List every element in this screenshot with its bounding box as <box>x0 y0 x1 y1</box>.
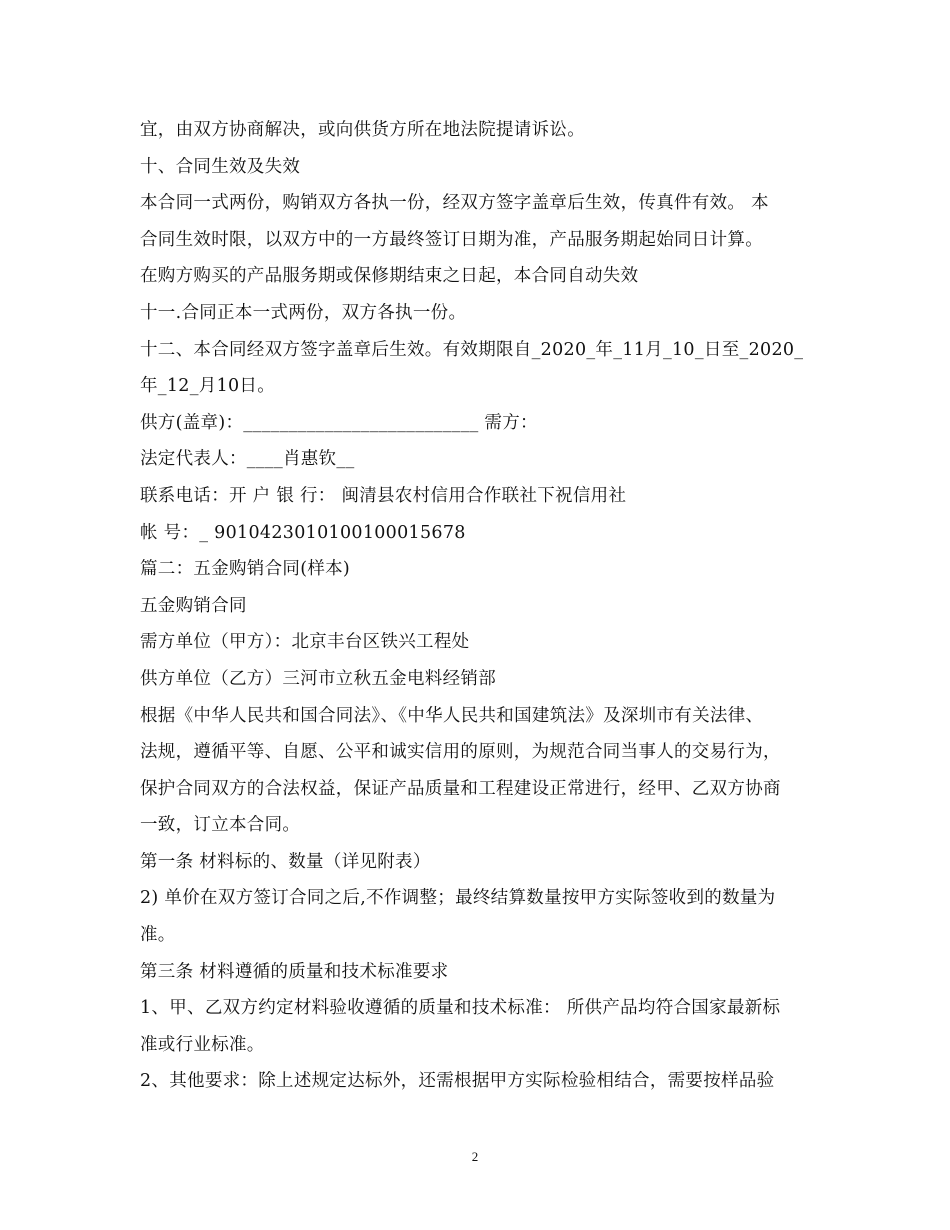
text-line: 本合同一式两份，购销双方各执一份，经双方签字盖章后生效，传真件有效。 本 <box>140 193 769 214</box>
text-line: 法规，遵循平等、自愿、公平和诚实信用的原则，为规范合同当事人的交易行为， <box>140 742 781 763</box>
text-line: 2、其他要求：除上述规定达标外，还需根据甲方实际检验相结合，需要按样品验 <box>140 1071 775 1092</box>
section-heading: 篇二：五金购销合同(样本) <box>140 559 351 580</box>
section-heading: 十、合同生效及失效 <box>140 156 301 177</box>
text-line: 宜，由双方协商解决，或向供货方所在地法院提请诉讼。 <box>140 120 585 140</box>
page-number: 2 <box>471 1149 479 1164</box>
document-title: 五金购销合同 <box>140 595 247 616</box>
document-body <box>140 112 816 1100</box>
text-line: 十二、本合同经双方签字盖章后生效。有效期限自_2020_年_11月_10_日至_2020_ <box>140 339 804 360</box>
text-line: 2) 单价在双方签订合同之后,不作调整；最终结算数量按甲方实际签收到的数量为 <box>140 888 776 909</box>
text-line: 年_12_月10日。 <box>140 376 276 397</box>
text-line: 1、甲、乙双方约定材料验收遵循的质量和技术标准： 所供产品均符合国家最新标 <box>140 998 781 1019</box>
text-line: 根据《中华人民共和国合同法》、《中华人民共和国建筑法》及深圳市有关法律、 <box>140 705 764 726</box>
text-line: 保护合同双方的合法权益，保证产品质量和工程建设正常进行，经甲、乙双方协商 <box>140 778 781 799</box>
buyer-unit-line: 需方单位（甲方）：北京丰台区铁兴工程处 <box>140 632 470 653</box>
text-line: 准。 <box>140 925 176 946</box>
legal-representative-line: 法定代表人：____肖惠钦__ <box>140 449 355 470</box>
account-number-line: 帐 号：_ 9010423010100100015678 <box>140 522 466 543</box>
article-heading: 第三条 材料遵循的质量和技术标准要求 <box>140 961 449 982</box>
text-line: 十一.合同正本一式两份，双方各执一份。 <box>140 302 467 323</box>
contact-bank-line: 联系电话：开 户 银 行： 闽清县农村信用合作联社下祝信用社 <box>140 485 627 506</box>
text-line: 准或行业标准。 <box>140 1034 265 1055</box>
text-line: 合同生效时限，以双方中的一方最终签订日期为准，产品服务期起始同日计算。 <box>140 229 763 250</box>
article-heading: 第一条 材料标的、数量（详见附表） <box>140 851 431 872</box>
text-line: 在购方购买的产品服务期或保修期结束之日起，本合同自动失效 <box>140 266 639 287</box>
text-line: 一致，订立本合同。 <box>140 815 301 836</box>
signature-line-supplier: 供方(盖章)：__________________________ 需方： <box>140 412 538 433</box>
supplier-unit-line: 供方单位（乙方）三河市立秋五金电料经销部 <box>140 668 496 689</box>
